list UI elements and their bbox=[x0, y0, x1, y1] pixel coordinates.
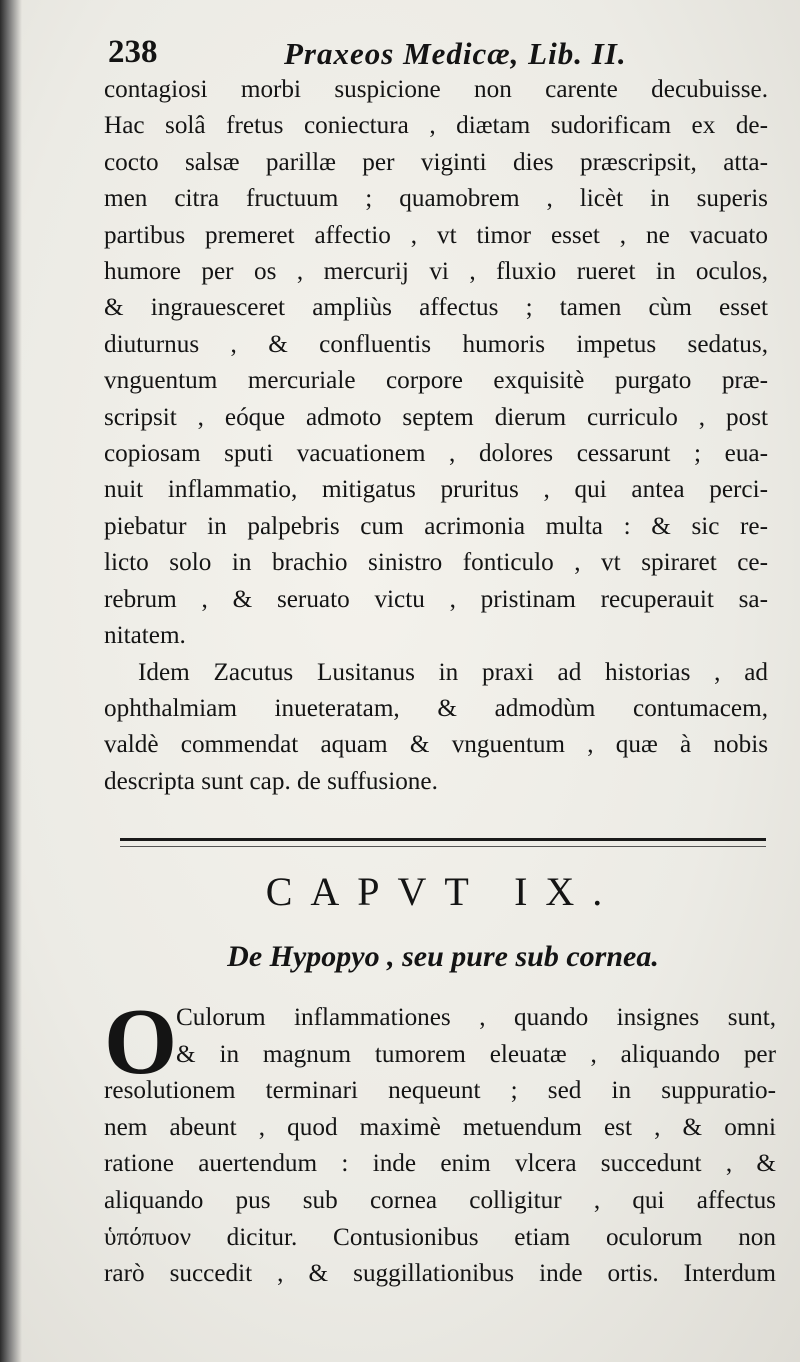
text-line: ratione auertendum : inde enim vlcera succedunt , & bbox=[104, 1150, 776, 1178]
section-rule bbox=[120, 838, 766, 841]
text-line: cocto salsæ parillæ per viginti dies præscripsit, atta- bbox=[104, 148, 768, 176]
text-line: nitatem. bbox=[104, 622, 186, 650]
page-gutter-shadow bbox=[0, 0, 22, 1362]
text-line: nem abeunt , quod maximè metuendum est , & omni bbox=[104, 1113, 776, 1141]
drop-cap: O bbox=[104, 990, 178, 1094]
chapter-heading: CAPVT IX. bbox=[265, 869, 621, 914]
text-line: resolutionem terminari nequeunt ; sed in suppuratio- bbox=[104, 1077, 776, 1105]
text-line: aliquando pus sub cornea colligitur , qui affectus bbox=[104, 1186, 776, 1214]
text-line: ophthalmiam inueteratam, & admodùm contumacem, bbox=[104, 694, 768, 722]
text-line: Culorum inflammationes , quando insignes sunt, bbox=[176, 1004, 776, 1031]
text-line: licto solo in brachio sinistro fonticulo , vt spiraret ce- bbox=[104, 549, 768, 577]
text-line: nuit inflammatio, mitigatus pruritus , qui antea perci- bbox=[104, 476, 768, 504]
text-line: rarò succedit , & suggillationibus inde ortis. Interdum bbox=[104, 1260, 776, 1288]
text-line: piebatur in palpebris cum acrimonia multa : & sic re- bbox=[104, 512, 768, 540]
text-line: scripsit , eóque admoto septem dierum curriculo , post bbox=[104, 403, 768, 431]
text-line: diuturnus , & confluentis humoris impetus sedatus, bbox=[104, 330, 768, 358]
text-line: & in magnum tumorem eleuatæ , aliquando per bbox=[176, 1040, 776, 1068]
text-line: rebrum , & seruato victu , pristinam recuperauit sa- bbox=[104, 585, 768, 613]
text-line: valdè commendat aquam & vnguentum , quæ à nobis bbox=[104, 731, 768, 759]
text-line: copiosam sputi vacuationem , dolores cessarunt ; eua- bbox=[104, 440, 768, 468]
text-line: Hac solâ fretus coniectura , diætam sudorificam ex de- bbox=[104, 112, 768, 140]
running-title: Praxeos Medicæ, Lib. II. bbox=[284, 36, 627, 71]
text-line: descripta sunt cap. de suffusione. bbox=[104, 767, 438, 795]
page-number: 238 bbox=[108, 34, 158, 70]
section-rule-thin bbox=[120, 846, 766, 847]
text-line: vnguentum mercuriale corpore exquisitè purgato præ- bbox=[104, 367, 768, 395]
text-line: men citra fructuum ; quamobrem , licèt in superis bbox=[104, 185, 768, 213]
chapter-subtitle: De Hypopyo , seu pure sub cornea. bbox=[227, 940, 659, 973]
text-line: ὑπόπυον dicitur. Contusionibus etiam oculorum non bbox=[104, 1223, 776, 1251]
text-line: humore per os , mercurij vi , fluxio rueret in oculos, bbox=[104, 258, 768, 286]
text-line: & ingrauesceret ampliùs affectus ; tamen cùm esset bbox=[104, 294, 768, 322]
running-header bbox=[108, 34, 768, 74]
text-line: partibus premeret affectio , vt timor esset , ne vacuato bbox=[104, 221, 768, 249]
preceding-text bbox=[104, 72, 768, 800]
text-line: Idem Zacutus Lusitanus in praxi ad historias , ad bbox=[138, 658, 768, 686]
chapter-text bbox=[104, 990, 776, 1293]
text-line: contagiosi morbi suspicione non carente decubuisse. bbox=[104, 76, 768, 103]
